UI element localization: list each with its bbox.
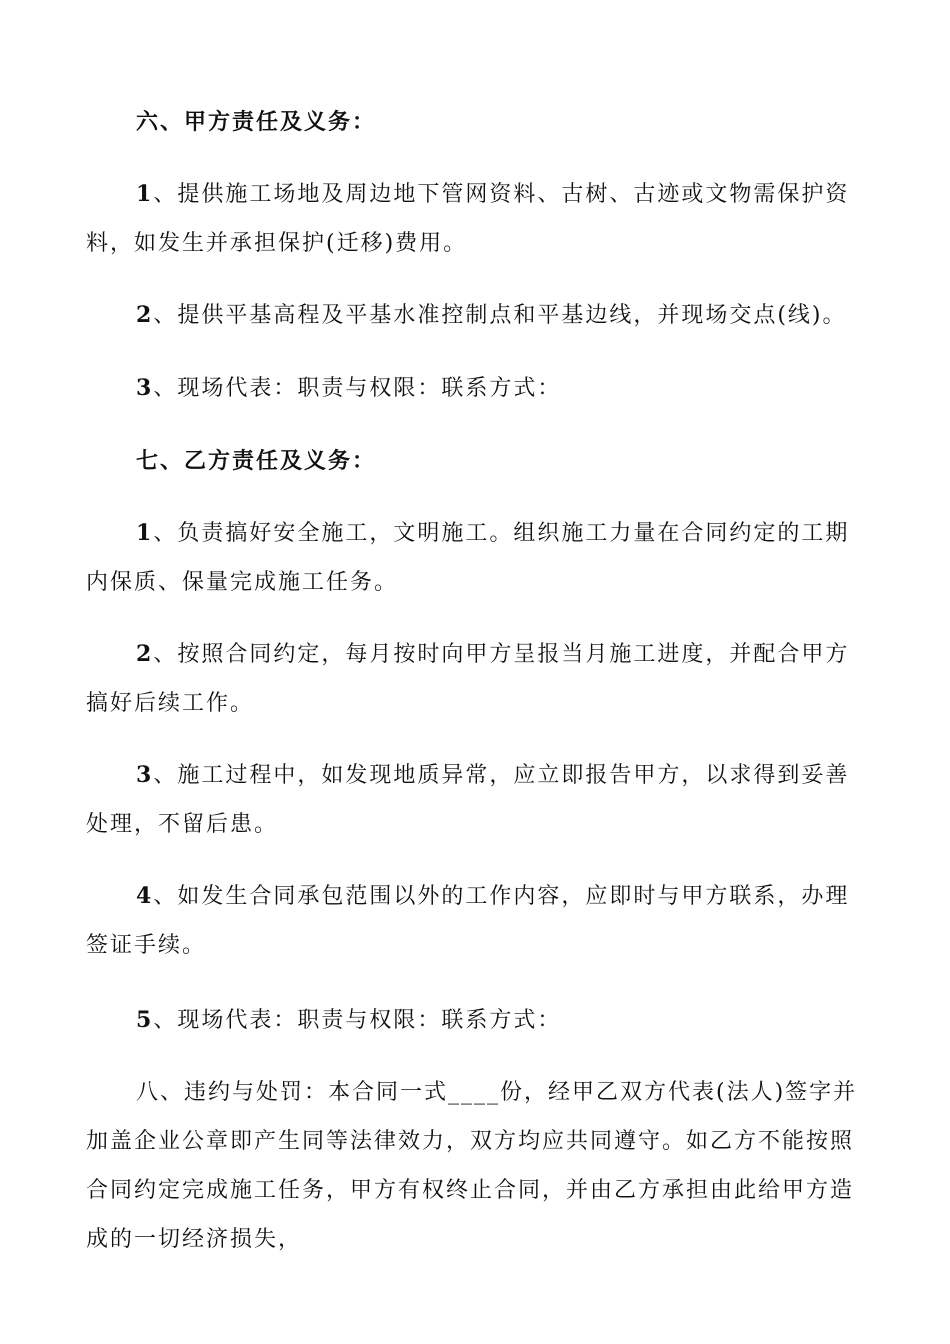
section-7-item-4	[86, 872, 870, 970]
item-number: 2	[136, 302, 154, 328]
section-7-item-1	[86, 509, 870, 607]
section-7-item-3	[86, 751, 870, 849]
section-8-paragraph: 八、违约与处罚：本合同一式____份，经甲乙双方代表(法人)签字并加盖企业公章即产生同等法律效力，双方均应共同遵守。如乙方不能按照合同约定完成施工任务，甲方有权终止合同，并由乙方承担由此给甲方造成的一切经济损失，	[86, 1080, 858, 1252]
section-6-item-2	[86, 291, 870, 340]
item-text: 、负责搞好安全施工，文明施工。组织施工力量在合同约定的工期内保质、保量完成施工任务。	[86, 521, 850, 595]
item-number: 2	[136, 641, 154, 667]
item-number: 5	[136, 1007, 154, 1033]
item-text: 、如发生合同承包范围以外的工作内容，应即时与甲方联系，办理签证手续。	[86, 884, 850, 958]
item-number: 4	[136, 883, 154, 909]
item-number: 3	[136, 375, 154, 401]
section-7-heading: 七、乙方责任及义务：	[136, 448, 377, 474]
item-text: 、现场代表：职责与权限：联系方式：	[153, 1008, 562, 1033]
section-6-heading: 六、甲方责任及义务：	[136, 109, 377, 135]
item-number: 1	[136, 520, 154, 546]
item-text: 、提供平基高程及平基水准控制点和平基边线，并现场交点(线)。	[153, 303, 847, 328]
section-6-item-3	[86, 364, 870, 413]
item-text: 、提供施工场地及周边地下管网资料、古树、古迹或文物需保护资料，如发生并承担保护(迁移)费用。	[86, 182, 850, 256]
section-6-item-1	[86, 170, 870, 268]
item-number: 3	[136, 762, 154, 788]
item-number: 1	[136, 181, 154, 207]
section-7-item-2	[86, 630, 870, 728]
section-7-item-5	[86, 996, 870, 1045]
item-text: 、现场代表：职责与权限：联系方式：	[153, 376, 562, 401]
item-text: 、施工过程中，如发现地质异常，应立即报告甲方，以求得到妥善处理，不留后患。	[86, 763, 850, 837]
item-text: 、按照合同约定，每月按时向甲方呈报当月施工进度，并配合甲方搞好后续工作。	[86, 642, 850, 716]
